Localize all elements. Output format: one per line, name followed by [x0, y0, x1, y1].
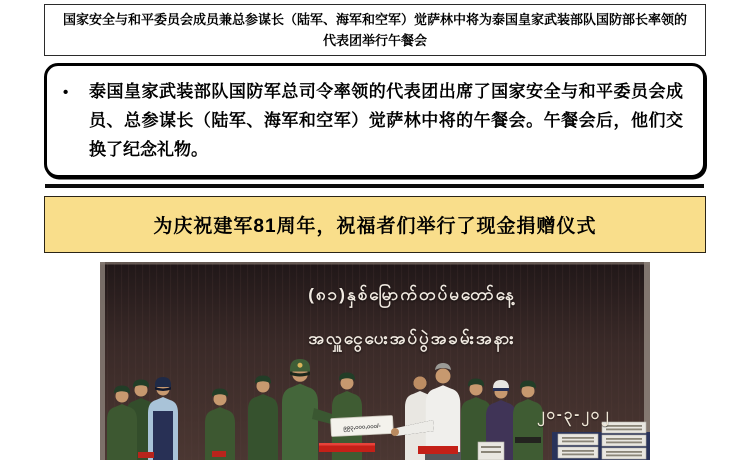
photo-date-text: ၂၀-၃-၂၀၂ [537, 406, 611, 423]
yellow-banner [44, 196, 706, 253]
cheque-amount-text: ၉၉၃,၀၀၀,၀၀၀/- [343, 423, 381, 432]
banner-text: 为庆祝建军81周年，祝福者们举行了现金捐赠仪式 [153, 216, 597, 237]
summary-box [44, 63, 706, 178]
uniform-belt [515, 437, 541, 443]
photo-caption-line1: (၈၁)နှစ်မြောက်တပ်မတော်နေ့ [308, 285, 516, 304]
headline-box [44, 4, 706, 56]
red-tray [212, 451, 226, 457]
red-tray [418, 446, 458, 454]
photo-left-edge [100, 262, 105, 460]
donation-cheque [331, 415, 394, 436]
photo-top-edge [100, 262, 650, 265]
bullet-marker: • [63, 84, 69, 101]
headline-text: 国家安全与和平委员会成员兼总参谋长（陆军、海军和空军）觉萨林中将为泰国皇家武装部队国防部长率领的代表团举行午餐会 [62, 12, 687, 48]
photo-caption-line2: အလှူငွေပေးအပ်ပွဲအခမ်းအနား [308, 329, 516, 348]
soldier-group-left [107, 377, 235, 460]
news-photo [100, 262, 650, 460]
summary-text: 泰国皇家武装部队国防军总司令率领的代表团出席了国家安全与和平委员会成员、总参谋长（陆军、海军和空军）觉萨林中将的午餐会。午餐会后，他们交换了纪念礼物。 [89, 82, 683, 159]
section-divider [45, 184, 704, 188]
red-tray-highlight [319, 443, 375, 446]
red-tray [138, 452, 154, 458]
